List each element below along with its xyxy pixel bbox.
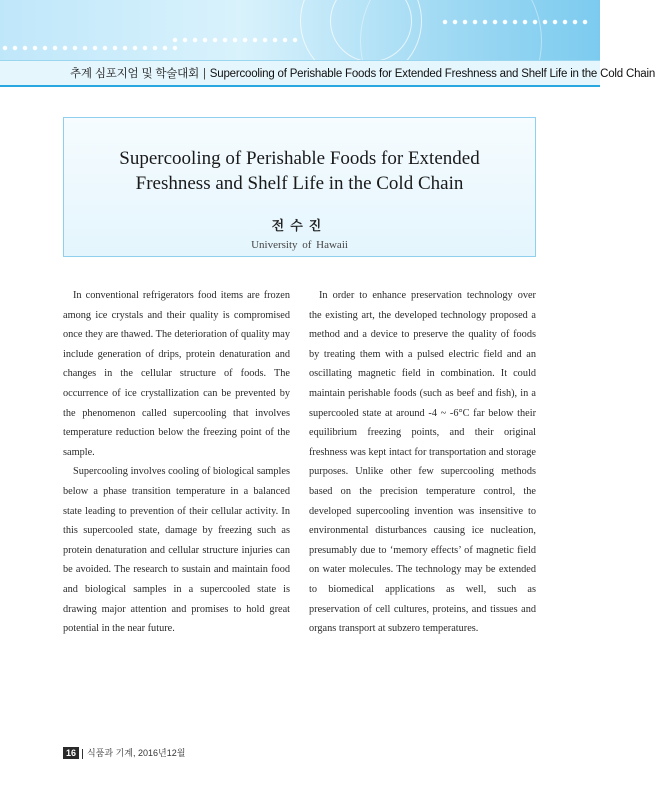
article-title-line: Supercooling of Perishable Foods for Extended [119,148,480,169]
body-column-right [309,286,536,639]
paragraph: Supercooling involves cooling of biological samples below a phase transition temperature in a balanced state leading to prevention of their cellular activity. In this supercooled state, damage by freezing such as protein denaturation and cellular structure injuries can be avoided. The research to sustain and maintain food and biological samples in a supercooled state is drawing major attention and promises to hold great potential in the near future. [63,466,290,635]
header-banner [0,0,600,60]
publication-name: 식품과 기계, 2016년12월 [87,748,186,758]
banner-dots-decoration [440,18,590,26]
section-name: 추계 심포지엄 및 학술대회 [70,68,199,80]
title-box [63,117,536,257]
running-header [0,60,655,87]
page-footer [63,746,185,760]
banner-dots-decoration [170,36,300,44]
running-title: Supercooling of Perishable Foods for Extended Freshness and Shelf Life in the Cold Chain [209,68,655,80]
article-title-line: Freshness and Shelf Life in the Cold Chain [135,173,464,194]
author-affiliation: University of Hawaii [251,239,348,251]
banner-dots-decoration [0,44,180,52]
article-title [84,146,515,196]
footer-divider [82,749,83,759]
header-separator: | [202,68,206,80]
page-number: 16 [63,747,79,759]
author-name: 전수진 [271,219,328,234]
paragraph: In conventional refrigerators food items are frozen among ice crystals and their quality is compromised once they are thawed. The deterioration of quality may include generation of drips, protein denaturation and changes in the cellular structure of foods. The occurrence of ice crystallization can be prevented by the phenomenon called supercooling that involves temperature reduction below the freezing point of the sample. [63,290,290,458]
body-column-left [63,286,290,639]
running-header-text [70,65,655,81]
paragraph: In order to enhance preservation technology over the existing art, the developed technology proposed a method and a device to preserve the quality of foods by treating them with a pulsed electric field and an oscillating magnetic field in combination. It could maintain perishable foods (such as beef and fish), in a supercooled state at around -4 ~ -6°C far below their equilibrium freezing points, and their original freshness was kept intact for transportation and storage purposes. Unlike other few supercooling methods based on the precision temperature control, the developed supercooling invention was insensitive to environmental disturbances causing ice nucleation, presumably due to ‘memory effects’ of magnetic field on water molecules. The technology may be extended to biomedical applications as well, such as preservation of cell cultures, proteins, and tissues and organs transport at subzero temperatures. [309,290,536,635]
